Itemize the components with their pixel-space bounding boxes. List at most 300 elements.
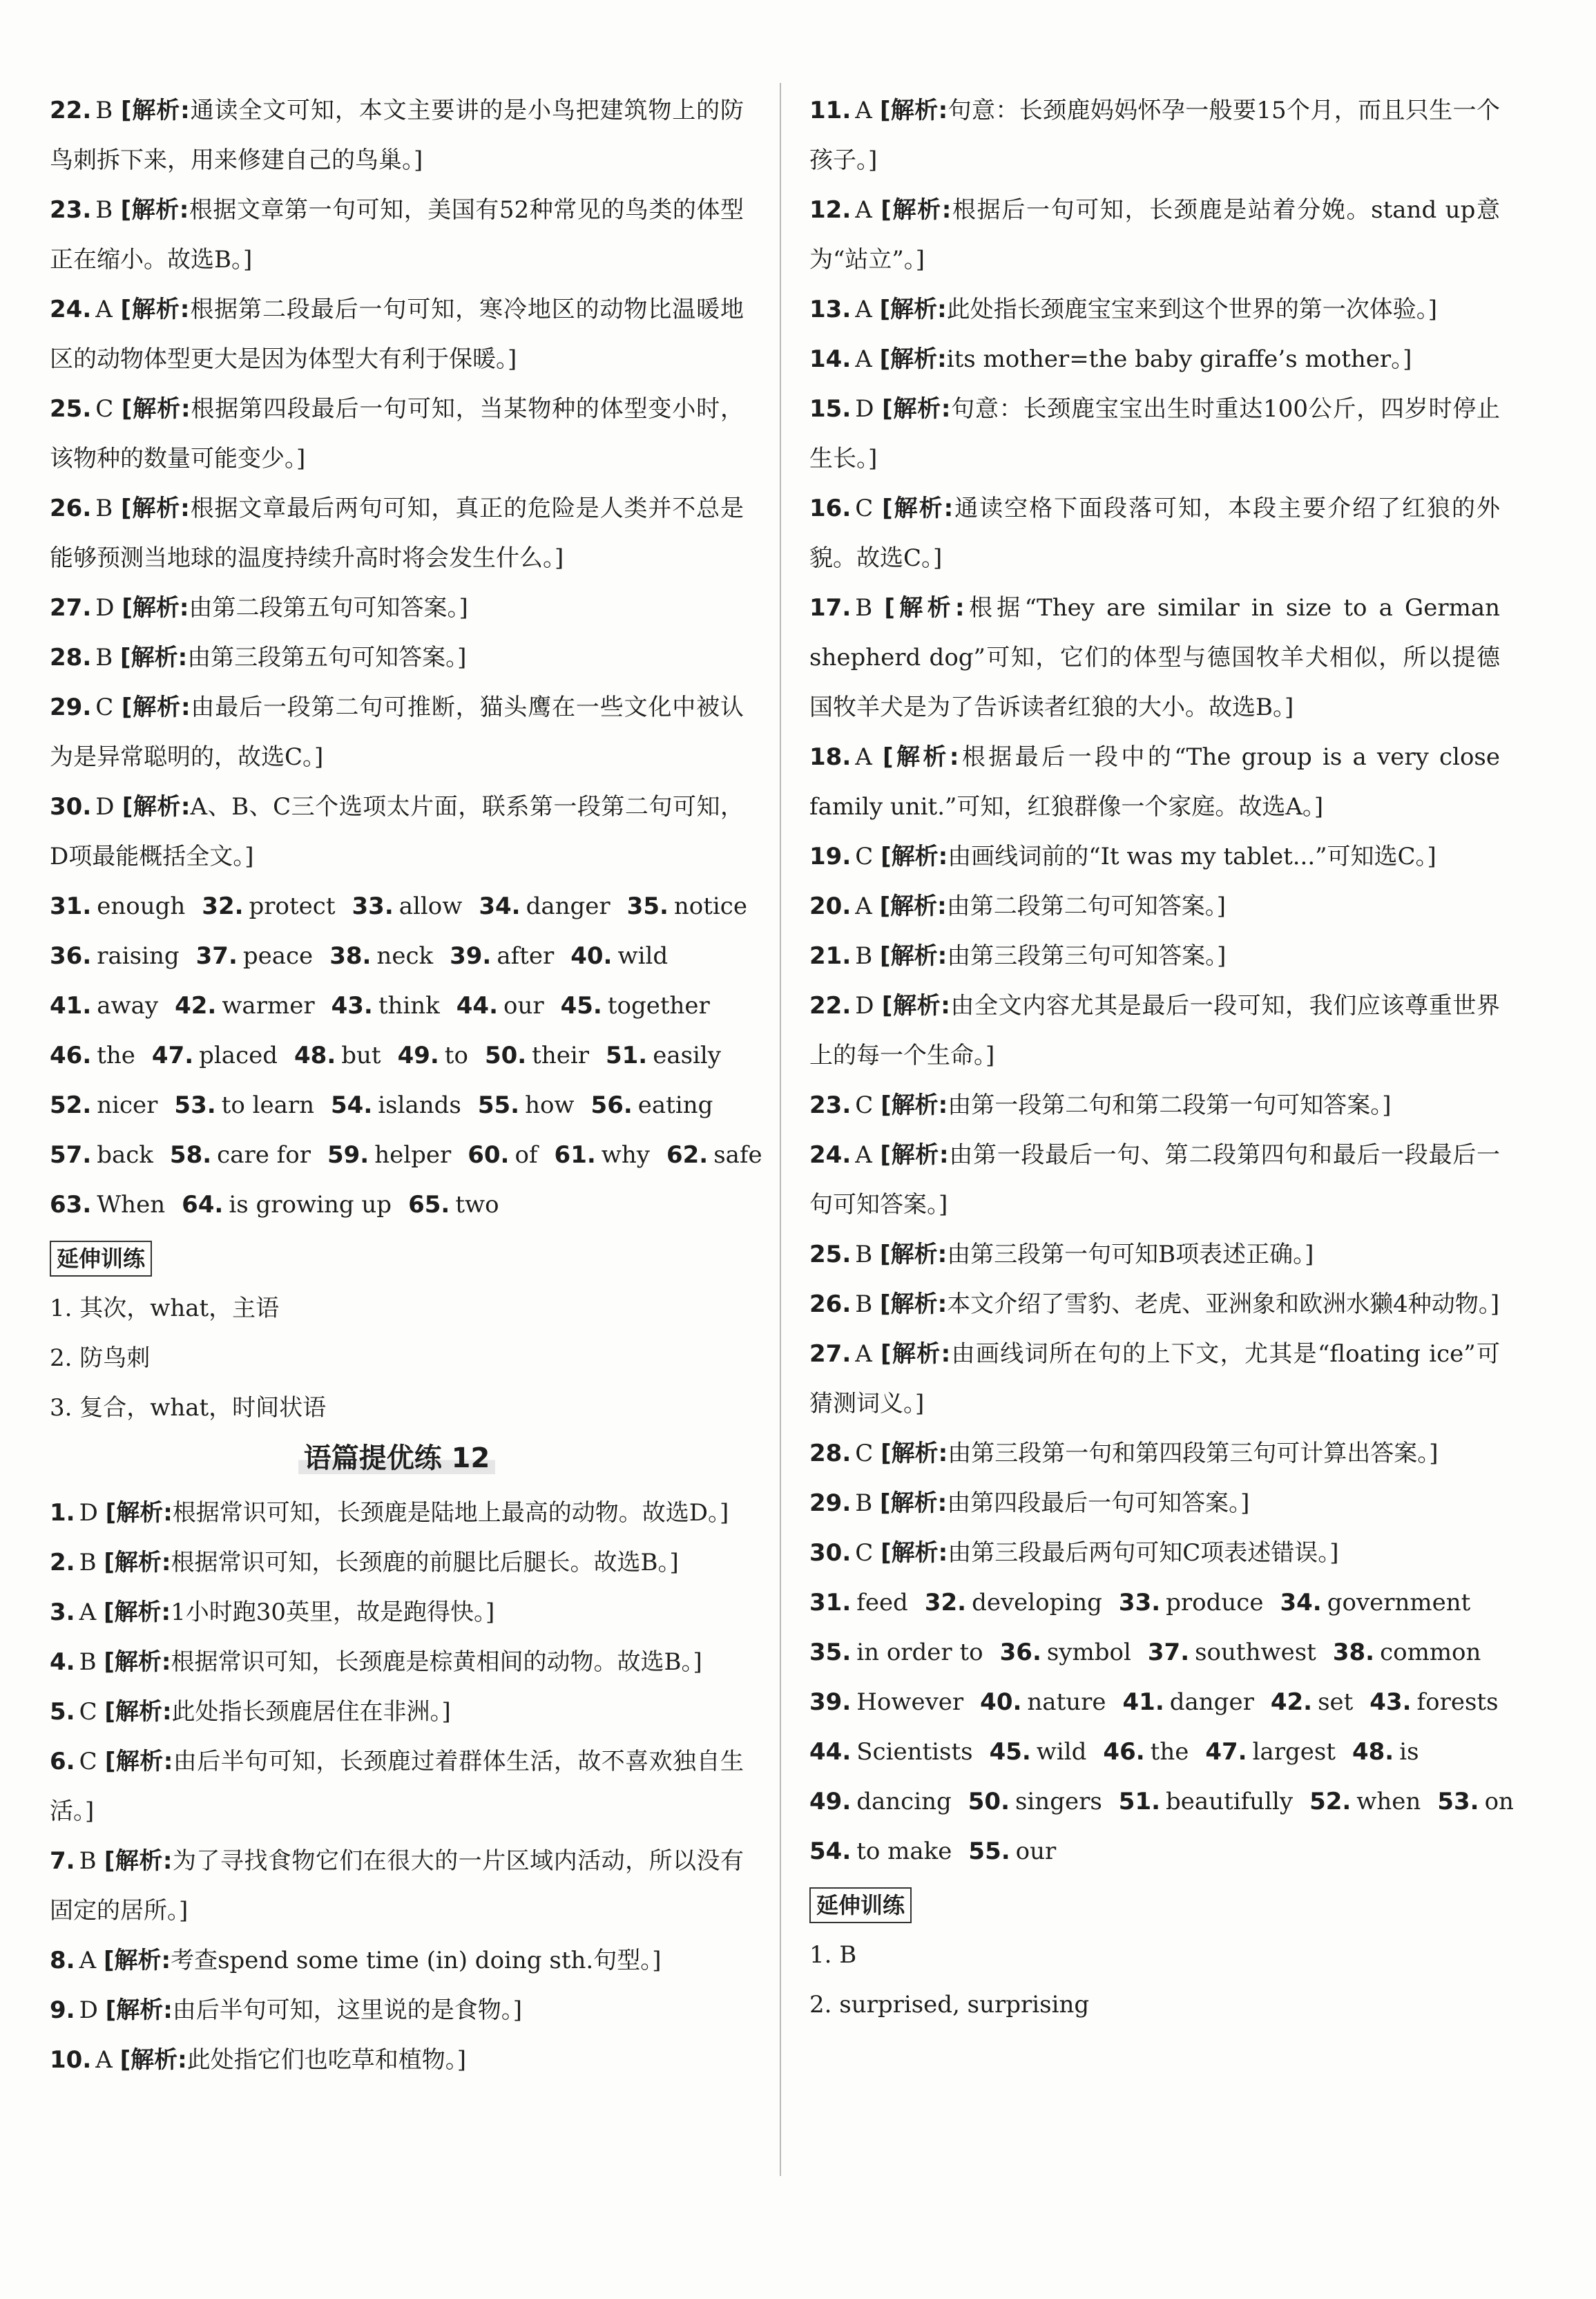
analysis-tag: [解析: bbox=[880, 1141, 949, 1169]
fill-item bbox=[968, 1838, 1056, 1865]
question-number: 27. bbox=[809, 1340, 852, 1368]
analysis-text: 根据第二段最后一句可知，寒冷地区的动物比温暖地区的动物体型更大是因为体型大有利于保暖。] bbox=[50, 296, 744, 373]
answer-letter: D bbox=[855, 992, 874, 1020]
analysis-tag: [解析: bbox=[105, 1499, 173, 1527]
fill-row bbox=[809, 1628, 1500, 1677]
fill-number: 52. bbox=[50, 1091, 92, 1119]
analysis-tag: [解析: bbox=[882, 495, 954, 522]
fill-number: 43. bbox=[1369, 1688, 1412, 1716]
analysis-tag: [解析: bbox=[880, 1290, 948, 1318]
fill-word: back bbox=[97, 1141, 153, 1169]
question-number: 1. bbox=[50, 1499, 75, 1527]
analysis-tag: [解析: bbox=[883, 743, 959, 771]
question-number: 29. bbox=[50, 694, 92, 721]
answer-letter: D bbox=[79, 1996, 98, 2024]
analysis-text: 由第三段第三句可知答案。] bbox=[947, 942, 1227, 970]
analysis-tag: [解析: bbox=[122, 594, 189, 622]
analysis-text: 根据常识可知，长颈鹿是棕黄相间的动物。故选B。] bbox=[171, 1648, 702, 1676]
fill-number: 56. bbox=[590, 1091, 633, 1119]
section-title bbox=[50, 1437, 744, 1480]
fill-item bbox=[174, 1091, 314, 1119]
question-number: 15. bbox=[809, 395, 852, 423]
fill-number: 55. bbox=[968, 1838, 1010, 1865]
fill-number: 39. bbox=[450, 942, 492, 970]
fill-word: helper bbox=[374, 1141, 452, 1169]
fill-word: on bbox=[1484, 1788, 1514, 1815]
fill-item bbox=[398, 1042, 468, 1069]
analysis-tag: [解析: bbox=[879, 893, 947, 920]
extension-item: 1. B bbox=[809, 1941, 857, 1969]
answer-item bbox=[50, 1985, 744, 2035]
fill-in-answers-right bbox=[809, 1578, 1514, 1876]
answer-letter: C bbox=[855, 1091, 874, 1119]
fill-word: When bbox=[97, 1191, 166, 1219]
answer-letter: C bbox=[855, 495, 874, 522]
answer-item bbox=[50, 384, 744, 484]
answer-item bbox=[809, 732, 1500, 832]
fill-item bbox=[202, 893, 335, 920]
analysis-text: 通读空格下面段落可知，本段主要介绍了红狼的外貌。故选C。] bbox=[809, 495, 1501, 572]
answer-item bbox=[809, 1528, 1500, 1578]
question-number: 2. bbox=[50, 1549, 75, 1576]
answer-letter: B bbox=[855, 1489, 873, 1517]
fill-number: 59. bbox=[327, 1141, 369, 1169]
analysis-text: 根据常识可知，长颈鹿的前腿比后腿长。故选B。] bbox=[171, 1549, 679, 1576]
fill-number: 41. bbox=[1122, 1688, 1164, 1716]
fill-number: 57. bbox=[50, 1141, 92, 1169]
fill-word: is growing up bbox=[229, 1191, 392, 1219]
answer-item bbox=[809, 1329, 1500, 1429]
analysis-text: 此处指它们也吃草和植物。] bbox=[186, 2046, 467, 2074]
fill-word: beautifully bbox=[1166, 1788, 1294, 1815]
analysis-tag: [解析: bbox=[104, 1847, 173, 1875]
fill-item bbox=[561, 992, 710, 1020]
analysis-tag: [解析: bbox=[881, 992, 950, 1020]
fill-word: forests bbox=[1416, 1688, 1499, 1716]
fill-item bbox=[50, 1042, 135, 1069]
answer-item bbox=[809, 384, 1500, 484]
fill-number: 34. bbox=[1280, 1589, 1322, 1616]
analysis-tag: [解析: bbox=[121, 694, 191, 721]
question-number: 12. bbox=[809, 196, 852, 224]
fill-item bbox=[990, 1738, 1087, 1766]
analysis-tag: [解析: bbox=[104, 1698, 172, 1726]
answer-letter: A bbox=[855, 1340, 872, 1368]
answer-letter: D bbox=[95, 594, 115, 622]
fill-word: Scientists bbox=[856, 1738, 973, 1766]
analysis-tag: [解析: bbox=[104, 1748, 173, 1775]
question-number: 28. bbox=[809, 1440, 852, 1467]
question-number: 4. bbox=[50, 1648, 75, 1676]
fill-item bbox=[1123, 1688, 1254, 1716]
fill-item bbox=[468, 1141, 537, 1169]
fill-number: 50. bbox=[968, 1788, 1010, 1815]
analysis-text: 根据文章最后两句可知，真正的危险是人类并不总是能够预测当地球的温度持续升高时将会发生什么。] bbox=[50, 495, 744, 572]
analysis-tag: [解析: bbox=[120, 644, 188, 671]
question-number: 26. bbox=[50, 495, 92, 522]
analysis-tag: [解析: bbox=[120, 495, 190, 522]
analysis-text: 由第三段最后两句可知C项表述错误。] bbox=[948, 1539, 1339, 1567]
fill-number: 33. bbox=[1118, 1589, 1161, 1616]
answer-item bbox=[809, 881, 1500, 931]
answer-letter: A bbox=[855, 296, 872, 323]
question-number: 13. bbox=[809, 296, 852, 323]
analysis-tag: [解析: bbox=[879, 296, 947, 323]
question-number: 28. bbox=[50, 644, 92, 671]
fill-item bbox=[50, 1141, 153, 1169]
extension-training-label: 延伸训练 bbox=[50, 1241, 152, 1277]
fill-number: 55. bbox=[477, 1091, 520, 1119]
fill-word: danger bbox=[1169, 1688, 1254, 1716]
fill-row bbox=[809, 1677, 1500, 1727]
question-number: 24. bbox=[809, 1141, 852, 1169]
answer-item bbox=[50, 683, 744, 782]
analysis-text: 根据最后一段中的“The group is a very close family unit.”可知，红狼群像一个家庭。故选A。] bbox=[809, 743, 1500, 821]
question-number: 30. bbox=[50, 793, 92, 821]
fill-row bbox=[809, 1578, 1500, 1628]
answer-list-a bbox=[50, 86, 744, 881]
analysis-tag: [解析: bbox=[881, 1440, 948, 1467]
analysis-tag: [解析: bbox=[880, 1241, 948, 1268]
analysis-tag: [解析: bbox=[120, 296, 190, 323]
analysis-tag: [解析: bbox=[103, 1947, 171, 1974]
analysis-tag: [解析: bbox=[120, 97, 190, 124]
analysis-text: its mother=the baby giraffe’s mother。] bbox=[946, 345, 1412, 373]
answer-item bbox=[809, 334, 1500, 384]
analysis-text: 根据后一句可知，长颈鹿是站着分娩。stand up意为“站立”。] bbox=[809, 196, 1500, 274]
analysis-tag: [解析: bbox=[881, 1539, 948, 1567]
fill-item bbox=[175, 992, 314, 1020]
question-number: 27. bbox=[50, 594, 92, 622]
analysis-text: 句意：长颈鹿妈妈怀孕一般要15个月，而且只生一个孩子。] bbox=[809, 97, 1501, 174]
fill-word: care for bbox=[217, 1141, 311, 1169]
fill-item bbox=[809, 1589, 908, 1616]
answer-letter: B bbox=[855, 942, 873, 970]
answer-item bbox=[809, 86, 1500, 185]
analysis-tag: [解析: bbox=[119, 2046, 187, 2074]
fill-word: feed bbox=[856, 1589, 908, 1616]
fill-row bbox=[50, 1180, 744, 1230]
answer-letter: B bbox=[95, 196, 113, 224]
fill-number: 31. bbox=[50, 893, 92, 920]
question-number: 17. bbox=[809, 594, 852, 622]
fill-number: 36. bbox=[50, 942, 92, 970]
answer-item bbox=[50, 86, 744, 185]
answer-list-b bbox=[50, 1488, 744, 2085]
answer-letter: B bbox=[95, 97, 113, 124]
fill-number: 32. bbox=[202, 893, 244, 920]
question-number: 30. bbox=[809, 1539, 852, 1567]
fill-word: wild bbox=[1036, 1738, 1087, 1766]
fill-number: 48. bbox=[294, 1042, 336, 1069]
extension-answers bbox=[50, 1284, 744, 1433]
fill-word: largest bbox=[1252, 1738, 1336, 1766]
analysis-text: 1小时跑30英里，故是跑得快。] bbox=[171, 1599, 495, 1626]
fill-item bbox=[485, 1042, 589, 1069]
fill-number: 43. bbox=[331, 992, 373, 1020]
fill-number: 49. bbox=[809, 1788, 852, 1815]
fill-word: to bbox=[444, 1042, 468, 1069]
answer-letter: A bbox=[95, 296, 113, 323]
question-number: 18. bbox=[809, 743, 852, 771]
answer-letter: A bbox=[79, 1599, 97, 1626]
left-column bbox=[50, 86, 762, 2085]
fill-number: 46. bbox=[1103, 1738, 1145, 1766]
fill-item bbox=[809, 1688, 963, 1716]
analysis-text: 由第一段最后一句、第二段第四句和最后一段最后一句可知答案。] bbox=[809, 1141, 1501, 1219]
fill-word: but bbox=[341, 1042, 381, 1069]
answer-letter: B bbox=[79, 1549, 97, 1576]
fill-item bbox=[450, 942, 554, 970]
answer-letter: B bbox=[855, 1290, 873, 1318]
fill-number: 44. bbox=[456, 992, 498, 1020]
question-number: 25. bbox=[809, 1241, 852, 1268]
fill-item bbox=[50, 1091, 157, 1119]
fill-number: 47. bbox=[151, 1042, 194, 1069]
fill-row bbox=[809, 1826, 1500, 1876]
fill-word: raising bbox=[97, 942, 180, 970]
analysis-text: 由第三段第一句和第四段第三句可计算出答案。] bbox=[948, 1440, 1439, 1467]
fill-number: 38. bbox=[1332, 1639, 1375, 1666]
answer-letter: A bbox=[855, 97, 872, 124]
fill-row bbox=[50, 1031, 744, 1080]
answer-item bbox=[50, 2035, 744, 2085]
answer-letter: C bbox=[95, 395, 114, 423]
fill-word: our bbox=[1015, 1838, 1057, 1865]
fill-word: two bbox=[455, 1191, 499, 1219]
fill-item bbox=[1309, 1788, 1421, 1815]
fill-number: 37. bbox=[195, 942, 238, 970]
fill-item bbox=[152, 1042, 278, 1069]
answer-item bbox=[809, 1279, 1500, 1329]
fill-number: 41. bbox=[50, 992, 92, 1020]
fill-word: placed bbox=[199, 1042, 278, 1069]
answer-letter: B bbox=[855, 594, 873, 622]
question-number: 24. bbox=[50, 296, 92, 323]
fill-item bbox=[327, 1141, 451, 1169]
fill-number: 51. bbox=[605, 1042, 648, 1069]
fill-row bbox=[809, 1777, 1514, 1826]
fill-number: 47. bbox=[1205, 1738, 1247, 1766]
fill-number: 34. bbox=[479, 893, 521, 920]
fill-item bbox=[50, 893, 185, 920]
answer-item bbox=[50, 1538, 744, 1587]
fill-word: neck bbox=[376, 942, 434, 970]
fill-number: 54. bbox=[331, 1091, 373, 1119]
fill-number: 54. bbox=[809, 1838, 852, 1865]
answer-letter: A bbox=[855, 345, 872, 373]
question-number: 8. bbox=[50, 1947, 75, 1974]
fill-item bbox=[606, 1042, 721, 1069]
fill-word: developing bbox=[972, 1589, 1102, 1616]
answer-item bbox=[809, 285, 1500, 334]
fill-item bbox=[50, 992, 158, 1020]
answer-letter: C bbox=[79, 1698, 97, 1726]
fill-word: why bbox=[601, 1141, 650, 1169]
analysis-tag: [解析: bbox=[880, 1340, 951, 1368]
answer-item bbox=[50, 285, 744, 384]
fill-item bbox=[809, 1738, 973, 1766]
fill-number: 48. bbox=[1352, 1738, 1394, 1766]
fill-item bbox=[50, 1191, 165, 1219]
fill-word: produce bbox=[1166, 1589, 1264, 1616]
fill-number: 49. bbox=[397, 1042, 439, 1069]
analysis-text: 句意：长颈鹿宝宝出生时重达100公斤，四岁时停止生长。] bbox=[809, 395, 1500, 473]
answer-letter: C bbox=[95, 694, 114, 721]
fill-number: 46. bbox=[50, 1042, 92, 1069]
answer-list-right bbox=[809, 86, 1500, 1578]
fill-word: set bbox=[1318, 1688, 1354, 1716]
fill-word: their bbox=[532, 1042, 589, 1069]
analysis-tag: [解析: bbox=[104, 1549, 171, 1576]
fill-item bbox=[478, 1091, 575, 1119]
fill-item bbox=[1333, 1639, 1481, 1666]
fill-item bbox=[809, 1639, 983, 1666]
fill-item bbox=[1369, 1688, 1498, 1716]
answer-item bbox=[809, 832, 1500, 881]
analysis-text: 根据“They are similar in size to a German shepherd dog”可知，它们的体型与德国牧羊犬相似，所以提德国牧羊犬是为了告诉读者红狼的大小。故选B。] bbox=[809, 594, 1500, 721]
answer-item bbox=[809, 931, 1500, 981]
analysis-tag: [解析: bbox=[121, 395, 191, 423]
answer-item bbox=[809, 1478, 1500, 1528]
analysis-tag: [解析: bbox=[884, 594, 965, 622]
answer-letter: D bbox=[79, 1499, 98, 1527]
question-number: 23. bbox=[809, 1091, 852, 1119]
fill-item bbox=[1119, 1788, 1293, 1815]
fill-item bbox=[1148, 1639, 1316, 1666]
fill-number: 35. bbox=[626, 893, 669, 920]
answer-letter: A bbox=[855, 743, 872, 771]
answer-item bbox=[50, 633, 744, 683]
fill-number: 38. bbox=[329, 942, 372, 970]
analysis-text: 由第三段第一句可知B项表述正确。] bbox=[947, 1241, 1314, 1268]
fill-word: the bbox=[1150, 1738, 1189, 1766]
extension-item: 1. 其次，what，主语 bbox=[50, 1295, 280, 1322]
question-number: 9. bbox=[50, 1996, 75, 2024]
analysis-text: 由后半句可知，这里说的是食物。] bbox=[172, 1996, 523, 2024]
analysis-text: 由第三段第五句可知答案。] bbox=[187, 644, 467, 671]
extension-item: 3. 复合，what，时间状语 bbox=[50, 1394, 327, 1422]
question-number: 5. bbox=[50, 1698, 75, 1726]
analysis-text: 考查spend some time (in) doing sth.句型。] bbox=[171, 1947, 662, 1974]
analysis-text: 由画线词前的“It was my tablet...”可知选C。] bbox=[948, 843, 1436, 870]
fill-number: 63. bbox=[50, 1191, 92, 1219]
fill-word: together bbox=[607, 992, 710, 1020]
fill-item bbox=[1271, 1688, 1353, 1716]
fill-number: 50. bbox=[484, 1042, 527, 1069]
question-number: 20. bbox=[809, 893, 852, 920]
fill-word: However bbox=[856, 1688, 964, 1716]
answer-letter: C bbox=[855, 1539, 874, 1567]
fill-item bbox=[1103, 1738, 1189, 1766]
fill-word: easily bbox=[653, 1042, 722, 1069]
fill-number: 36. bbox=[999, 1639, 1041, 1666]
analysis-tag: [解析: bbox=[881, 843, 948, 870]
fill-in-answers bbox=[50, 881, 762, 1230]
fill-item bbox=[408, 1191, 499, 1219]
fill-number: 65. bbox=[408, 1191, 450, 1219]
analysis-text: 由后半句可知，长颈鹿过着群体生活，故不喜欢独自生活。] bbox=[50, 1748, 744, 1825]
fill-row bbox=[50, 981, 744, 1031]
fill-item bbox=[196, 942, 314, 970]
answer-item bbox=[50, 1587, 744, 1637]
fill-item bbox=[570, 942, 668, 970]
fill-word: warmer bbox=[222, 992, 315, 1020]
fill-word: away bbox=[97, 992, 159, 1020]
fill-number: 52. bbox=[1309, 1788, 1352, 1815]
fill-word: protect bbox=[249, 893, 336, 920]
analysis-tag: [解析: bbox=[880, 942, 948, 970]
fill-word: symbol bbox=[1046, 1639, 1131, 1666]
fill-word: common bbox=[1380, 1639, 1481, 1666]
answer-item bbox=[50, 583, 744, 633]
fill-word: nicer bbox=[97, 1091, 158, 1119]
analysis-text: 由全文内容尤其是最后一段可知，我们应该尊重世界上的每一个生命。] bbox=[809, 992, 1500, 1069]
analysis-text: 为了寻找食物它们在很大的一片区域内活动，所以没有固定的居所。] bbox=[50, 1847, 744, 1925]
fill-number: 40. bbox=[570, 942, 613, 970]
analysis-text: 通读全文可知，本文主要讲的是小鸟把建筑物上的防鸟刺拆下来，用来修建自己的鸟巢。] bbox=[50, 97, 744, 174]
answer-item bbox=[809, 583, 1500, 732]
fill-word: to make bbox=[856, 1838, 952, 1865]
fill-word: danger bbox=[526, 893, 610, 920]
fill-number: 58. bbox=[169, 1141, 212, 1169]
fill-item bbox=[479, 893, 610, 920]
answer-letter: B bbox=[95, 495, 113, 522]
fill-number: 60. bbox=[468, 1141, 510, 1169]
analysis-tag: [解析: bbox=[103, 1599, 171, 1626]
question-number: 22. bbox=[809, 992, 852, 1020]
analysis-tag: [解析: bbox=[120, 196, 189, 224]
question-number: 19. bbox=[809, 843, 852, 870]
question-number: 21. bbox=[809, 942, 852, 970]
fill-word: wild bbox=[617, 942, 669, 970]
fill-item bbox=[555, 1141, 650, 1169]
question-number: 29. bbox=[809, 1489, 852, 1517]
fill-item bbox=[50, 942, 180, 970]
analysis-tag: [解析: bbox=[104, 1648, 171, 1676]
analysis-tag: [解析: bbox=[881, 1091, 948, 1119]
fill-number: 53. bbox=[174, 1091, 216, 1119]
question-number: 11. bbox=[809, 97, 852, 124]
fill-word: think bbox=[378, 992, 440, 1020]
fill-item bbox=[591, 1091, 713, 1119]
analysis-tag: [解析: bbox=[122, 793, 191, 821]
answer-item bbox=[50, 782, 744, 881]
question-number: 14. bbox=[809, 345, 852, 373]
question-number: 7. bbox=[50, 1847, 75, 1875]
fill-item bbox=[627, 893, 747, 920]
answer-letter: A bbox=[855, 196, 872, 224]
analysis-tag: [解析: bbox=[105, 1996, 173, 2024]
answer-item bbox=[50, 1936, 744, 1985]
question-number: 26. bbox=[809, 1290, 852, 1318]
fill-word: how bbox=[525, 1091, 575, 1119]
fill-word: southwest bbox=[1195, 1639, 1316, 1666]
answer-letter: C bbox=[79, 1748, 97, 1775]
answer-letter: D bbox=[95, 793, 115, 821]
analysis-text: 根据文章第一句可知，美国有52种常见的鸟类的体型正在缩小。故选B。] bbox=[50, 196, 744, 274]
answer-letter: C bbox=[855, 1440, 874, 1467]
fill-word: to learn bbox=[221, 1091, 315, 1119]
answer-item bbox=[809, 1230, 1500, 1279]
section-title-text: 语篇提优练 12 bbox=[298, 1442, 496, 1474]
fill-item bbox=[329, 942, 433, 970]
fill-word: nature bbox=[1027, 1688, 1106, 1716]
answer-letter: B bbox=[79, 1847, 97, 1875]
fill-row bbox=[809, 1727, 1500, 1777]
analysis-text: 由画线词所在句的上下文，尤其是“floating ice”可猜测词义。] bbox=[809, 1340, 1501, 1418]
fill-word: notice bbox=[673, 893, 747, 920]
